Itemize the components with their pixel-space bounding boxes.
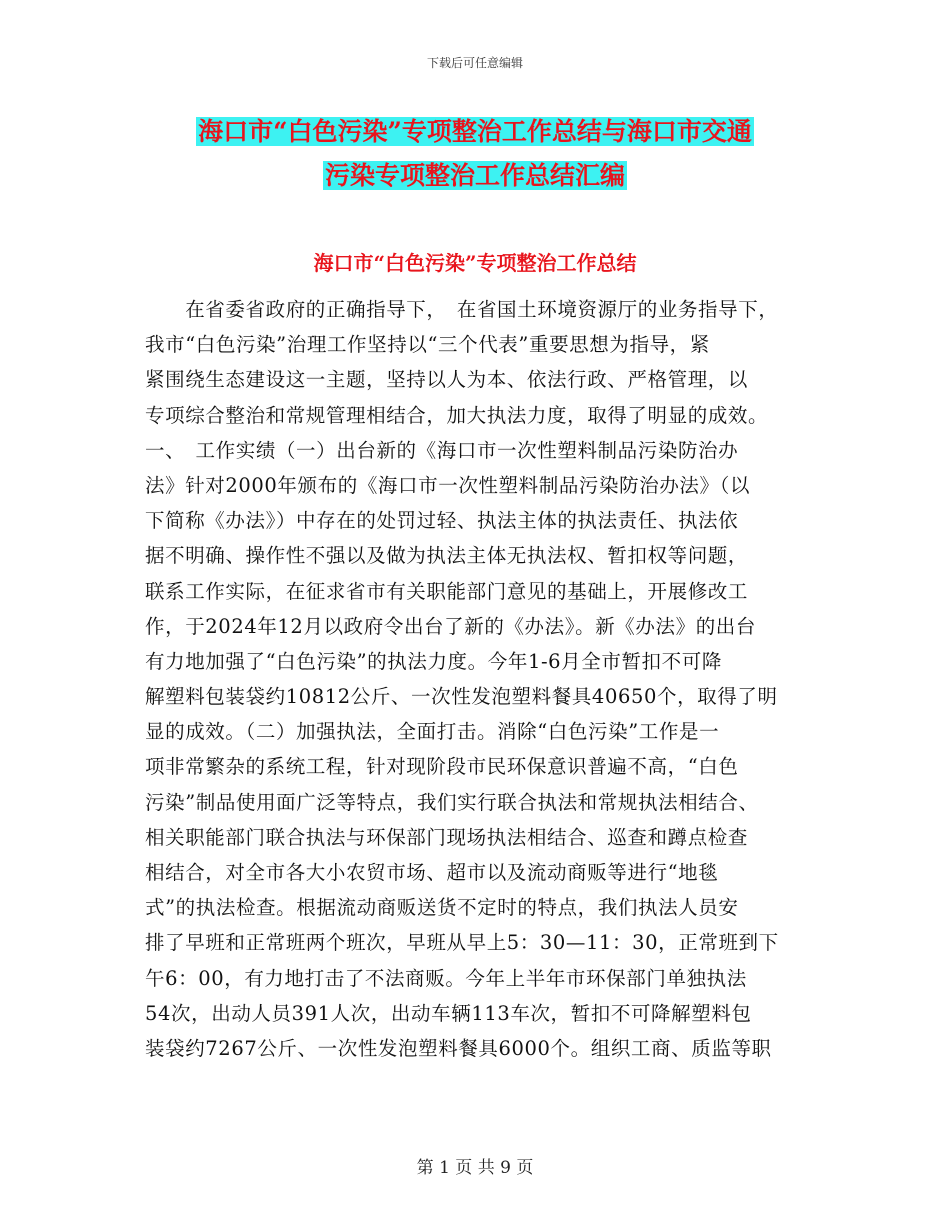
body-line: 显的成效。（二）加强执法，全面打击。消除“白色污染”工作是一 xyxy=(145,720,720,744)
body-text xyxy=(145,292,835,1066)
body-line: 午6：00，有力地打击了不法商贩。今年上半年市环保部门单独执法 xyxy=(145,966,747,990)
body-line: 装袋约7267公斤、一次性发泡塑料餐具6000个。组织工商、质监等职 xyxy=(145,1036,772,1060)
page-footer: 第 1 页 共 9 页 xyxy=(416,1158,534,1178)
body-line: 法》针对2000年颁布的《海口市一次性塑料制品污染防治办法》（以 xyxy=(145,473,751,497)
body-line: 作，于2024年12月以政府令出台了新的《办法》。新《办法》的出台 xyxy=(145,614,756,638)
body-line: 紧围绕生态建设这一主题，坚持以人为本、依法行政、严格管理，以 xyxy=(145,368,749,392)
body-line: 式”的执法检查。根据流动商贩送货不定时的特点，我们执法人员安 xyxy=(145,896,739,920)
body-line: 污染”制品使用面广泛等特点，我们实行联合执法和常规执法相结合、 xyxy=(145,790,759,814)
body-line: 解塑料包装袋约10812公斤、一次性发泡塑料餐具40650个，取得了明 xyxy=(145,685,778,709)
title-line-2: 污染专项整治工作总结汇编 xyxy=(324,161,625,190)
body-line: 排了早班和正常班两个班次，早班从早上5：30—11：30，正常班到下 xyxy=(145,931,779,955)
body-line: 据不明确、操作性不强以及做为执法主体无执法权、暂扣权等问题， xyxy=(145,544,749,568)
body-line: 54次，出动人员391人次，出动车辆113车次，暂扣不可降解塑料包 xyxy=(145,1001,752,1025)
body-line: 我市“白色污染”治理工作坚持以“三个代表”重要思想为指导，紧 xyxy=(145,333,710,357)
body-line: 相结合，对全市各大小农贸市场、超市以及流动商贩等进行“地毯 xyxy=(145,861,719,884)
body-line: 项非常繁杂的系统工程，针对现阶段市民环保意识普遍不高，“白色 xyxy=(145,755,739,779)
section-title: 海口市“白色污染”专项整治工作总结 xyxy=(313,251,637,275)
body-line: 联系工作实际，在征求省市有关职能部门意见的基础上，开展修改工 xyxy=(145,579,749,603)
title-line-1: 海口市“白色污染”专项整治工作总结与海口市交通 xyxy=(198,117,752,146)
body-line: 在省委省政府的正确指导下， 在省国土环境资源厅的业务指导下， xyxy=(145,298,779,321)
body-line: 有力地加强了“白色污染”的执法力度。今年1-6月全市暂扣不可降 xyxy=(145,649,722,673)
body-line: 一、 工作实绩（一）出台新的《海口市一次性塑料制品污染防治办 xyxy=(145,438,739,462)
document-title xyxy=(80,110,870,198)
header-note: 下载后可任意编辑 xyxy=(426,56,523,70)
body-line: 下简称《办法》）中存在的处罚过轻、执法主体的执法责任、执法依 xyxy=(145,509,739,533)
body-line: 相关职能部门联合执法与环保部门现场执法相结合、巡查和蹲点检查 xyxy=(145,825,749,849)
body-line: 专项综合整治和常规管理相结合，加大执法力度，取得了明显的成效。 xyxy=(145,403,769,427)
